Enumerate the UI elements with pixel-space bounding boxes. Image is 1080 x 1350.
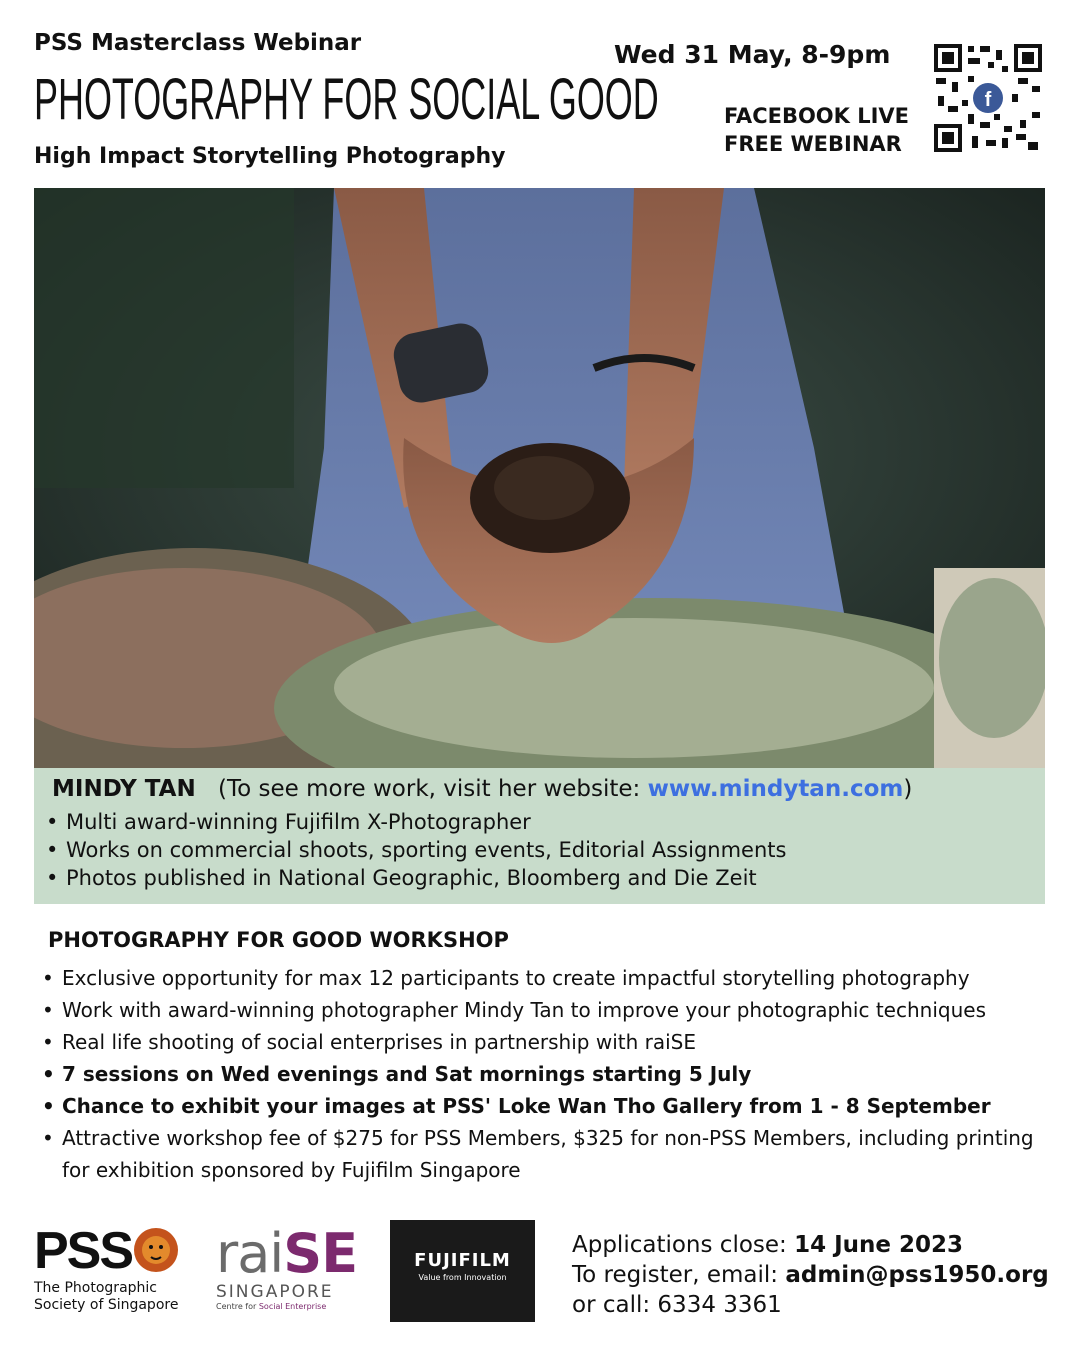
speaker-highlight-item: • Works on commercial shoots, sporting events, Editorial Assignments — [40, 836, 786, 864]
fujifilm-tagline: Value from Innovation — [418, 1273, 507, 1282]
raise-se: SE — [283, 1222, 358, 1285]
event-mode — [724, 102, 909, 158]
lion-icon — [132, 1226, 180, 1274]
raise-wordmark — [216, 1222, 358, 1285]
qr-code-graphic — [932, 42, 1044, 154]
svg-text:f: f — [984, 89, 992, 111]
hero-photo-illustration — [34, 188, 1045, 768]
raise-rai: rai — [216, 1222, 284, 1285]
speaker-website-note — [218, 776, 912, 802]
register-phone-line — [572, 1290, 1049, 1320]
raise-country: SINGAPORE — [216, 1282, 334, 1302]
pss-logo — [34, 1222, 194, 1326]
speaker-highlight-item: • Multi award-winning Fujifilm X-Photographer — [40, 808, 786, 836]
raise-tag-prefix: Centre for — [216, 1302, 259, 1311]
speaker-note-suffix: ) — [903, 776, 913, 802]
raise-tag-highlight: Social Enterprise — [258, 1302, 327, 1311]
pss-caption — [34, 1280, 194, 1314]
register-phone[interactable]: 6334 3361 — [657, 1292, 782, 1318]
qr-code[interactable] — [932, 42, 1044, 154]
pss-logo-mark — [34, 1222, 194, 1280]
speaker-website-link[interactable]: www.mindytan.com — [647, 776, 904, 802]
speaker-highlight-item: • Photos published in National Geographic, Bloomberg and Die Zeit — [40, 864, 786, 892]
fujifilm-wordmark: FUJIFILM — [414, 1250, 511, 1271]
workshop-item: • 7 sessions on Wed evenings and Sat mornings starting 5 July — [36, 1058, 1056, 1090]
fujifilm-logo — [390, 1220, 535, 1322]
workshop-item: • Attractive workshop fee of $275 for PSS Members, $325 for non-PSS Members, including printing for exhibition sponsored by Fujifilm Singapore — [36, 1122, 1056, 1186]
close-label: Applications close: — [572, 1232, 795, 1258]
raise-logo — [216, 1222, 358, 1326]
workshop-item: • Real life shooting of social enterprises in partnership with raiSE — [36, 1026, 1056, 1058]
workshop-item: • Work with award-winning photographer Mindy Tan to improve your photographic techniques — [36, 994, 1056, 1026]
pss-logo-letters: PSS — [34, 1222, 133, 1280]
speaker-name: MINDY TAN — [52, 776, 196, 802]
event-mode-line-1: FACEBOOK LIVE — [724, 104, 910, 128]
raise-tagline — [216, 1302, 356, 1311]
speaker-note-prefix: (To see more work, visit her website: — [218, 776, 648, 802]
page-title: PHOTOGRAPHY FOR SOCIAL GOOD — [34, 67, 659, 132]
register-email-link[interactable]: admin@pss1950.org — [785, 1262, 1049, 1288]
pss-caption-line-1: The Photographic — [34, 1280, 157, 1296]
speaker-highlights — [40, 808, 786, 892]
pss-caption-line-2: Society of Singapore — [34, 1297, 179, 1313]
page-subtitle: High Impact Storytelling Photography — [34, 144, 506, 169]
application-info — [572, 1230, 1049, 1320]
workshop-item: • Exclusive opportunity for max 12 participants to create impactful storytelling photography — [36, 962, 1056, 994]
call-label: or call: — [572, 1292, 658, 1318]
register-email-line — [572, 1260, 1049, 1290]
email-label: To register, email: — [572, 1262, 786, 1288]
workshop-title: PHOTOGRAPHY FOR GOOD WORKSHOP — [48, 928, 509, 952]
event-mode-line-2: FREE WEBINAR — [724, 132, 902, 156]
close-date: 14 June 2023 — [794, 1232, 964, 1258]
workshop-item: • Chance to exhibit your images at PSS' Loke Wan Tho Gallery from 1 - 8 September — [36, 1090, 1056, 1122]
workshop-details — [36, 962, 1056, 1186]
event-date: Wed 31 May, 8-9pm — [614, 40, 891, 69]
hero-photo-hands-holding-soil — [34, 188, 1045, 768]
webinar-kicker: PSS Masterclass Webinar — [34, 30, 362, 56]
applications-close-line — [572, 1230, 1049, 1260]
